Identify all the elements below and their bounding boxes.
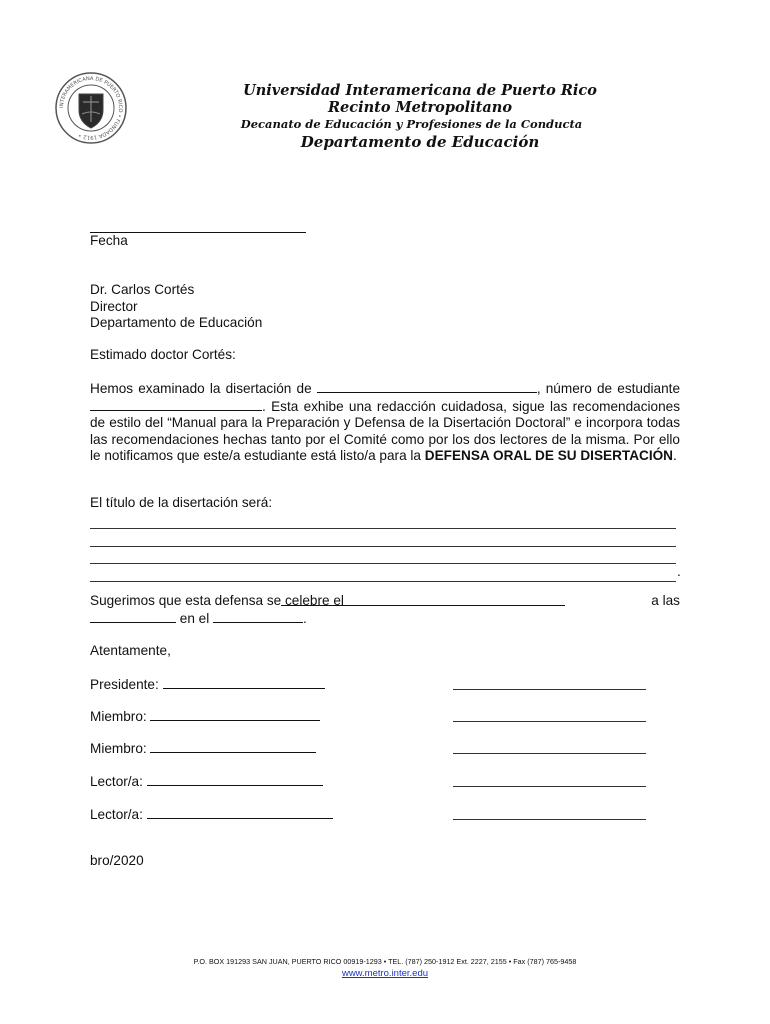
title-section xyxy=(90,495,680,582)
p1-part-c: . Esta exhibe una redacción cuidadosa, sigue las recomendaciones de estilo del “Manual para la Preparación y Defensa de la Disertación Doctoral” e incorpora todas las recomendaciones hechas tanto por el Comité como por los dos lectores de la misma. Por ello le notificamos que este/a estudiante está listo/a para la xyxy=(90,398,680,463)
signature-line[interactable] xyxy=(453,786,646,787)
seal-text: INTERAMERICANA DE PUERTO RICO • FUNDADA 1912 • xyxy=(58,75,124,141)
deanship-name: Decanato de Educación y Profesiones de la Conducta xyxy=(240,117,583,131)
recipient-name: Dr. Carlos Cortés xyxy=(90,282,195,297)
signature-name-line[interactable] xyxy=(150,708,320,721)
defense-date-line[interactable] xyxy=(281,593,565,606)
date-line[interactable] xyxy=(90,218,306,233)
recipient-block xyxy=(90,282,680,332)
date-label: Fecha xyxy=(90,233,128,248)
title-label: El título de la disertación será: xyxy=(90,495,273,510)
campus-name: Recinto Metropolitano xyxy=(328,99,512,116)
defense-place-line[interactable] xyxy=(213,610,303,623)
signature-row xyxy=(90,676,650,693)
signature-role: Presidente: xyxy=(90,677,159,692)
body-paragraph xyxy=(90,380,680,465)
footer-address: P.O. BOX 191293 SAN JUAN, PUERTO RICO 00919-1293 • TEL. (787) 250-1912 Ext. 2227, 2155 • Fax (787) 765-9458 xyxy=(193,957,577,966)
p1-part-b: , número de estudiante xyxy=(536,381,681,396)
signature-row xyxy=(90,806,650,823)
department-name: Departamento de Educación xyxy=(300,133,540,151)
signature-role: Miembro: xyxy=(90,709,147,724)
p1-part-a: Hemos examinado la disertación de xyxy=(90,381,312,396)
title-line-3[interactable] xyxy=(90,547,676,565)
university-seal xyxy=(55,72,127,144)
title-line-1[interactable] xyxy=(90,512,676,530)
recipient-title: Director xyxy=(90,298,138,314)
signature-row xyxy=(90,773,650,790)
title-line-2[interactable] xyxy=(90,529,676,547)
date-block xyxy=(90,218,680,250)
signature-role: Lector/a: xyxy=(90,774,143,789)
letterhead xyxy=(140,82,700,152)
signature-row xyxy=(90,740,650,757)
title-end: . xyxy=(677,564,681,579)
footer-website-link[interactable]: www.metro.inter.edu xyxy=(341,968,429,979)
suggest-part-a: Sugerimos que esta defensa se celebre el xyxy=(90,593,344,608)
defense-time-line[interactable] xyxy=(90,610,176,623)
revision-note: bro/2020 xyxy=(90,853,144,868)
signature-line[interactable] xyxy=(453,753,646,754)
signature-row xyxy=(90,708,650,725)
signature-line[interactable] xyxy=(453,689,646,690)
student-number-line[interactable] xyxy=(90,398,262,411)
signature-name-line[interactable] xyxy=(150,740,316,753)
signature-role: Miembro: xyxy=(90,741,147,756)
university-name: Universidad Interamericana de Puerto Rico xyxy=(243,82,597,99)
salutation: Estimado doctor Cortés: xyxy=(90,347,236,362)
p1-end: . xyxy=(673,448,677,463)
signature-line[interactable] xyxy=(453,819,646,820)
suggest-part-c: en el xyxy=(179,610,210,626)
recipient-department: Departamento de Educación xyxy=(90,315,263,330)
p1-bold: DEFENSA ORAL DE SU DISERTACIÓN xyxy=(424,448,673,463)
signature-line[interactable] xyxy=(453,721,646,722)
student-name-line[interactable] xyxy=(317,380,537,393)
signature-name-line[interactable] xyxy=(147,806,333,819)
suggest-part-b: a las xyxy=(651,593,680,608)
closing: Atentamente, xyxy=(90,643,171,658)
signature-role: Lector/a: xyxy=(90,807,143,822)
suggest-section xyxy=(90,593,680,627)
signature-name-line[interactable] xyxy=(163,676,325,689)
title-line-4[interactable] xyxy=(90,564,681,582)
signature-name-line[interactable] xyxy=(147,773,323,786)
suggest-end: . xyxy=(303,610,307,626)
